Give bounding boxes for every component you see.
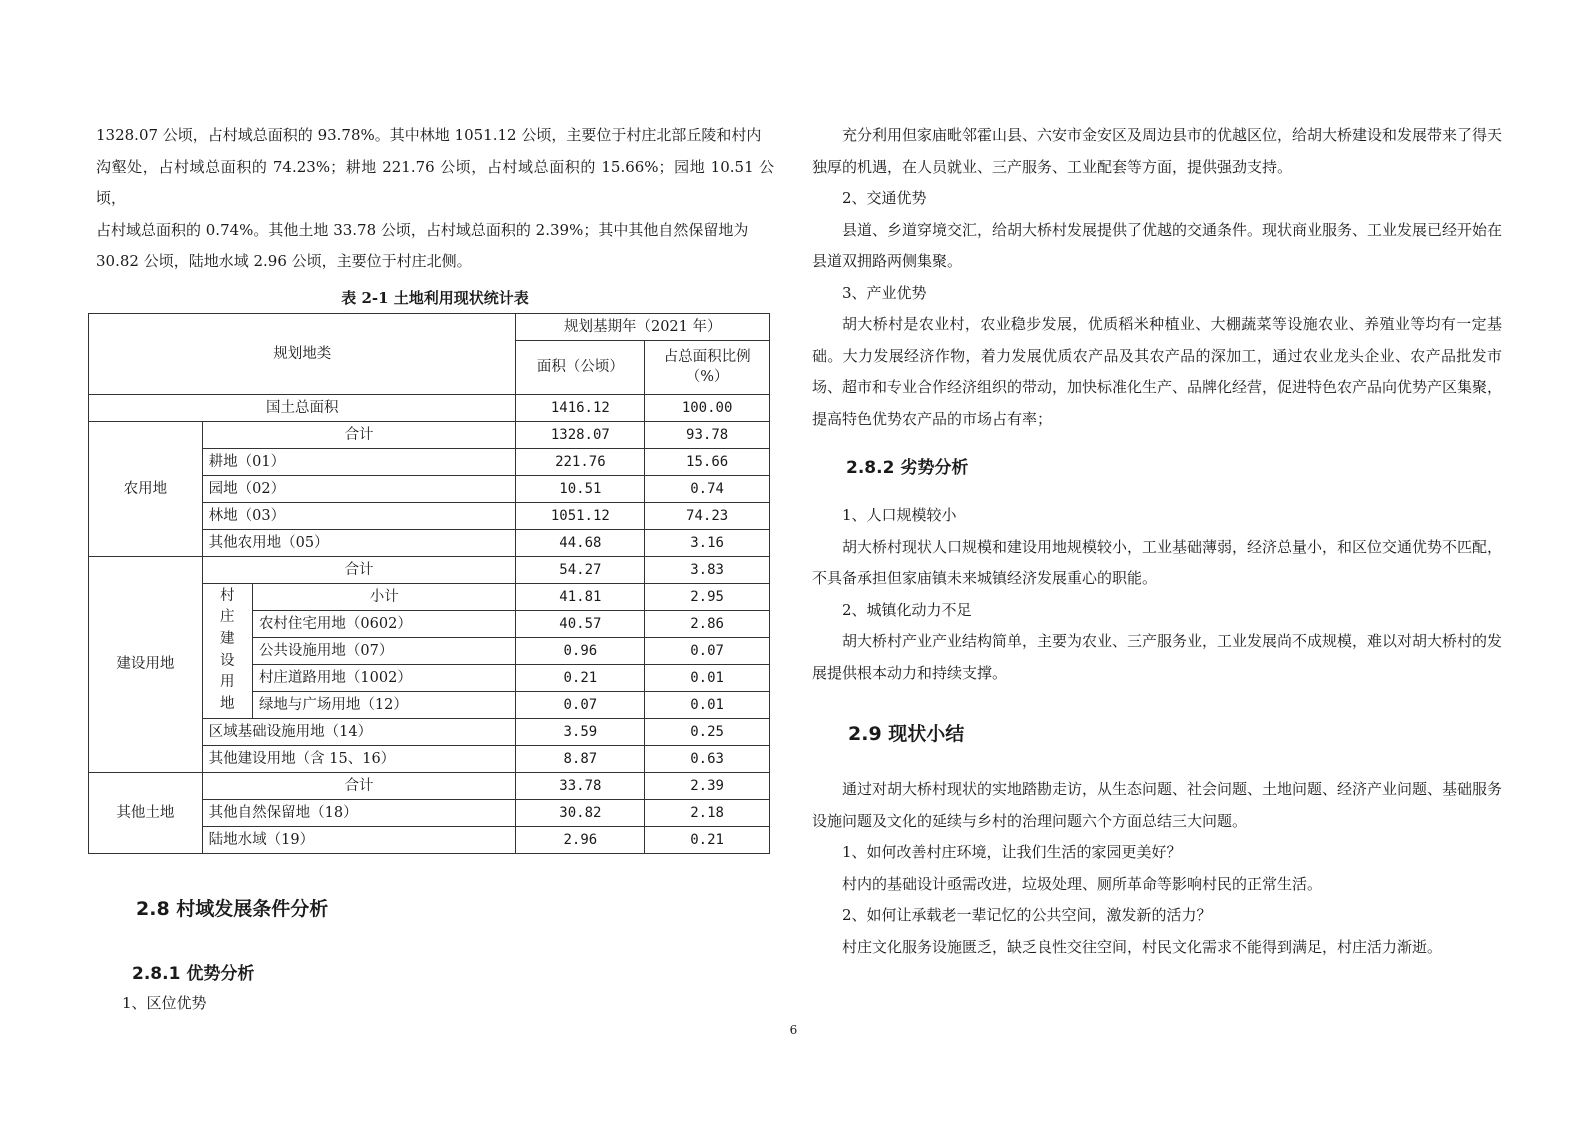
row-ratio: 2.86 — [645, 610, 770, 637]
row-label: 园地（02） — [202, 475, 516, 502]
row-area: 1328.07 — [516, 421, 645, 448]
table-header-row — [89, 313, 770, 340]
table-row — [89, 394, 770, 421]
vertical-char: 庄 — [220, 609, 235, 626]
right-column — [812, 120, 1502, 963]
row-area: 41.81 — [516, 583, 645, 610]
paragraph: 充分利用但家庙毗邻霍山县、六安市金安区及周边县市的优越区位，给胡大桥建设和发展带来了得天独厚的机遇，在人员就业、三产服务、工业配套等方面，提供强劲支持。 — [812, 126, 1503, 176]
header-ratio-line: 占总面积比例 — [663, 349, 751, 365]
group-label: 农用地 — [89, 421, 203, 556]
row-area: 33.78 — [516, 772, 645, 799]
row-area: 44.68 — [516, 529, 645, 556]
paragraph: 胡大桥村现状人口规模和建设用地规模较小，工业基础薄弱，经济总量小，和区位交通优势不匹配，不具备承担但家庙镇未来城镇经济发展重心的职能。 — [812, 537, 1503, 587]
paragraph: 通过对胡大桥村现状的实地踏勘走访，从生态问题、社会问题、土地问题、经济产业问题、基础服务设施问题及文化的延续与乡村的治理问题六个方面总结三大问题。 — [812, 780, 1503, 830]
row-label: 林地（03） — [202, 502, 516, 529]
row-label: 公共设施用地（07） — [252, 637, 516, 664]
header-ratio-line: （%） — [685, 369, 729, 385]
row-area: 54.27 — [516, 556, 645, 583]
section-heading-2-8-2: 2.8.2 劣势分析 — [846, 458, 969, 478]
row-label: 国土总面积 — [89, 394, 516, 421]
row-ratio: 0.01 — [645, 691, 770, 718]
row-label: 耕地（01） — [202, 448, 516, 475]
paragraph: 村内的基础设计亟需改进，垃圾处理、厕所革命等影响村民的正常生活。 — [842, 874, 1323, 893]
row-area: 0.96 — [516, 637, 645, 664]
row-label: 区域基础设施用地（14） — [202, 718, 516, 745]
row-ratio: 15.66 — [645, 448, 770, 475]
list-item: 1、人口规模较小 — [842, 506, 957, 524]
row-label: 农村住宅用地（0602） — [252, 610, 516, 637]
row-label: 陆地水域（19） — [202, 826, 516, 853]
row-label: 绿地与广场用地（12） — [252, 691, 516, 718]
row-label: 合计 — [202, 421, 516, 448]
paragraph: 村庄文化服务设施匮乏，缺乏良性交往空间，村民文化需求不能得到满足，村庄活力渐逝。 — [842, 937, 1443, 956]
header-ratio — [645, 340, 770, 394]
row-area: 0.21 — [516, 664, 645, 691]
row-ratio: 0.63 — [645, 745, 770, 772]
vertical-char: 地 — [220, 695, 235, 712]
header-category: 规划地类 — [89, 313, 516, 394]
vertical-char: 用 — [220, 674, 235, 691]
row-area: 2.96 — [516, 826, 645, 853]
row-area: 30.82 — [516, 799, 645, 826]
paragraph: 胡大桥村产业产业结构简单，主要为农业、三产服务业，工业发展尚不成规模，难以对胡大桥村的发展提供根本动力和持续支撑。 — [812, 632, 1503, 682]
list-item: 3、产业优势 — [842, 283, 927, 302]
text-line: 1328.07 公顷，占村域总面积的 93.78%。其中林地 1051.12 公顷，主要位于村庄北部丘陵和村内 — [96, 126, 762, 144]
text-line: 30.82 公顷，陆地水域 2.96 公顷，主要位于村庄北侧。 — [96, 252, 472, 270]
table-row — [89, 772, 770, 799]
row-ratio: 0.07 — [645, 637, 770, 664]
section-heading-2-8-1: 2.8.1 优势分析 — [132, 963, 255, 984]
vertical-char: 村 — [220, 587, 235, 604]
row-ratio: 2.39 — [645, 772, 770, 799]
page-number: 6 — [789, 1023, 798, 1037]
row-ratio: 0.01 — [645, 664, 770, 691]
village-land-vertical-label — [202, 583, 252, 718]
row-area: 221.76 — [516, 448, 645, 475]
paragraph: 胡大桥村是农业村，农业稳步发展，优质稻米种植业、大棚蔬菜等设施农业、养殖业等均有一定基础。大力发展经济作物，着力发展优质农产品及其农产品的深加工，通过农业龙头企业、农产品批发市场、超市和专业合作经济组织的带动，加快标准化生产、品牌化经营，促进特色农产品向优势产区集聚，提高特色优势农产品的市场占有率； — [812, 315, 1503, 428]
row-area: 1051.12 — [516, 502, 645, 529]
row-ratio: 3.83 — [645, 556, 770, 583]
row-area: 3.59 — [516, 718, 645, 745]
land-use-table — [88, 313, 770, 854]
row-ratio: 100.00 — [645, 394, 770, 421]
group-label: 建设用地 — [89, 556, 203, 772]
row-label: 合计 — [202, 772, 516, 799]
vertical-char: 设 — [220, 652, 235, 669]
vertical-char: 建 — [220, 630, 235, 647]
row-label: 其他自然保留地（18） — [202, 799, 516, 826]
left-column — [96, 120, 774, 1019]
section-heading-2-8: 2.8 村域发展条件分析 — [136, 897, 329, 920]
section-heading-2-9: 2.9 现状小结 — [848, 723, 965, 745]
row-ratio: 74.23 — [645, 502, 770, 529]
row-label: 小计 — [252, 583, 516, 610]
row-ratio: 0.21 — [645, 826, 770, 853]
intro-paragraph — [96, 120, 774, 278]
text-line: 沟壑处，占村域总面积的 74.23%；耕地 221.76 公顷，占村域总面积的 15.66%；园地 10.51 公顷， — [96, 157, 774, 207]
row-label: 村庄道路用地（1002） — [252, 664, 516, 691]
table-row — [89, 556, 770, 583]
question-item: 1、如何改善村庄环境，让我们生活的家园更美好？ — [842, 843, 1182, 861]
row-area: 40.57 — [516, 610, 645, 637]
row-area: 1416.12 — [516, 394, 645, 421]
group-label: 其他土地 — [89, 772, 203, 853]
question-item: 2、如何让承载老一辈记忆的公共空间，激发新的活力？ — [842, 906, 1212, 924]
list-item: 1、区位优势 — [122, 993, 207, 1012]
row-ratio: 0.74 — [645, 475, 770, 502]
row-ratio: 93.78 — [645, 421, 770, 448]
header-year: 规划基期年（2021 年） — [516, 313, 770, 340]
table-caption: 表 2-1 土地利用现状统计表 — [341, 288, 529, 307]
paragraph: 县道、乡道穿境交汇，给胡大桥村发展提供了优越的交通条件。现状商业服务、工业发展已经开始在县道双拥路两侧集聚。 — [812, 220, 1503, 270]
row-label: 合计 — [202, 556, 516, 583]
row-ratio: 2.95 — [645, 583, 770, 610]
row-ratio: 0.25 — [645, 718, 770, 745]
list-item: 2、城镇化动力不足 — [842, 600, 972, 619]
header-area: 面积（公顷） — [516, 340, 645, 394]
row-ratio: 3.16 — [645, 529, 770, 556]
row-area: 10.51 — [516, 475, 645, 502]
row-area: 8.87 — [516, 745, 645, 772]
row-label: 其他农用地（05） — [202, 529, 516, 556]
list-item: 2、交通优势 — [842, 189, 927, 207]
table-row — [89, 421, 770, 448]
row-area: 0.07 — [516, 691, 645, 718]
row-label: 其他建设用地（含 15、16） — [202, 745, 516, 772]
text-line: 占村域总面积的 0.74%。其他土地 33.78 公顷，占村域总面积的 2.39%；其中其他自然保留地为 — [96, 220, 749, 239]
row-ratio: 2.18 — [645, 799, 770, 826]
